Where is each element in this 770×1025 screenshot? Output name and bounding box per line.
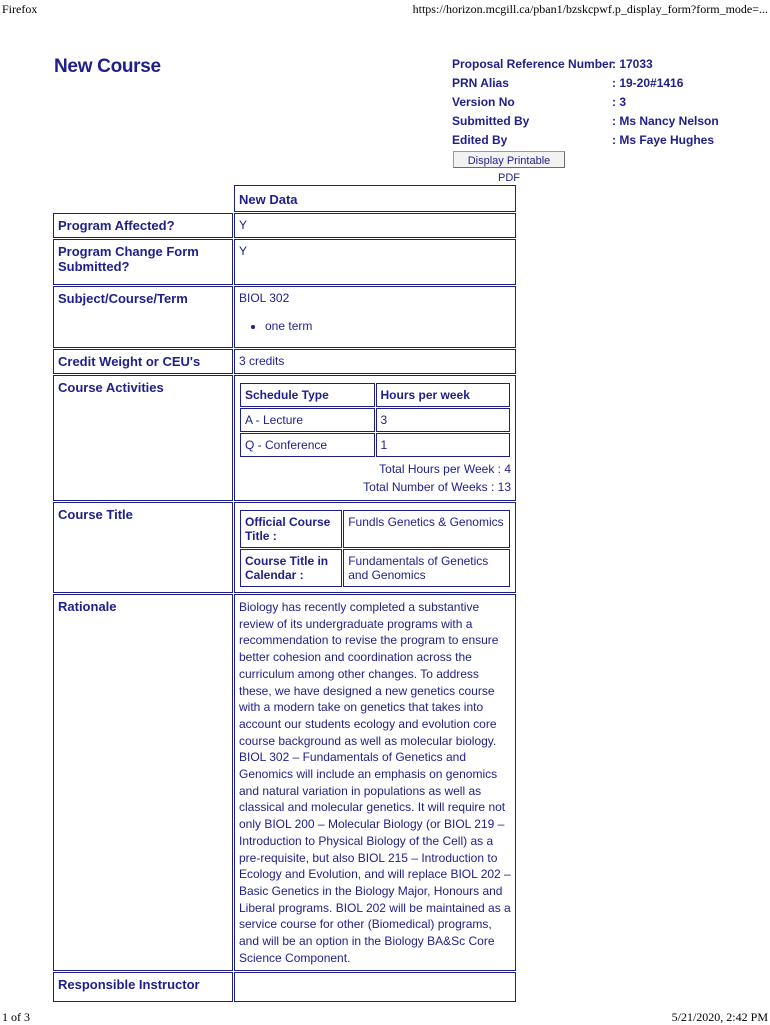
- row-value: [234, 286, 516, 348]
- row-label: Responsible Instructor: [53, 972, 233, 1002]
- meta-label: Proposal Reference Number: [452, 57, 614, 71]
- table-row: [240, 510, 510, 548]
- table-header-row: [53, 185, 516, 212]
- display-pdf-button[interactable]: Display Printable PDF: [453, 151, 565, 168]
- meta-label: PRN Alias: [452, 76, 509, 90]
- term-list: [239, 319, 511, 333]
- row-label: Program Affected?: [53, 213, 233, 238]
- page-url: https://horizon.mcgill.ca/pban1/bzskcpwf.p_display_form?form_mode=...: [412, 2, 768, 16]
- row-label: Course Activities: [53, 375, 233, 501]
- column-header-new-data: New Data: [234, 185, 516, 212]
- column-header: Hours per week: [376, 383, 511, 407]
- row-value: [234, 972, 516, 1002]
- meta-value: : 3: [612, 95, 627, 109]
- table-row: [240, 383, 510, 407]
- row-label: Subject/Course/Term: [53, 286, 233, 348]
- table-row: [240, 408, 510, 432]
- row-rationale: [53, 594, 516, 971]
- meta-row-reference: [452, 57, 719, 76]
- row-instructor: [53, 972, 516, 1002]
- meta-label: Edited By: [452, 133, 508, 147]
- meta-row-edited-by: [452, 133, 719, 152]
- row-label: Program Change Form Submitted?: [53, 239, 233, 285]
- column-header: Schedule Type: [240, 383, 375, 407]
- row-course-title: [53, 502, 516, 593]
- meta-row-alias: [452, 76, 719, 95]
- course-data-table: [52, 184, 517, 1003]
- row-value: [234, 502, 516, 593]
- row-program-change: [53, 239, 516, 285]
- row-label: Rationale: [53, 594, 233, 971]
- table-cell: Fundls Genetics & Genomics: [343, 510, 510, 548]
- activity-totals: [239, 460, 511, 496]
- row-subject: [53, 286, 516, 348]
- meta-value: : Ms Faye Hughes: [612, 133, 715, 147]
- meta-label: Submitted By: [452, 114, 530, 128]
- meta-value: : Ms Nancy Nelson: [612, 114, 719, 128]
- table-cell: Fundamentals of Genetics and Genomics: [343, 549, 510, 587]
- activities-table: [239, 382, 511, 458]
- page-number: 1 of 3: [2, 1010, 30, 1024]
- meta-row-version: [452, 95, 719, 114]
- row-credit: [53, 349, 516, 374]
- table-row: [240, 433, 510, 457]
- page-title: New Course: [54, 56, 161, 77]
- row-label: Credit Weight or CEU's: [53, 349, 233, 374]
- row-program-affected: [53, 213, 516, 238]
- row-value: 3 credits: [234, 349, 516, 374]
- course-code: BIOL 302: [239, 291, 290, 305]
- row-value: [234, 375, 516, 501]
- row-activities: [53, 375, 516, 501]
- total-hours: Total Hours per Week : 4: [379, 462, 511, 476]
- table-cell: 3: [376, 408, 511, 432]
- table-cell-label: Official Course Title :: [240, 510, 342, 548]
- table-cell-label: Course Title in Calendar :: [240, 549, 342, 587]
- meta-value: : 17033: [612, 57, 653, 71]
- table-cell: Q - Conference: [240, 433, 375, 457]
- proposal-meta: [452, 57, 719, 152]
- table-cell: A - Lecture: [240, 408, 375, 432]
- empty-header-cell: [53, 185, 233, 212]
- browser-name: Firefox: [2, 2, 38, 16]
- row-label: Course Title: [53, 502, 233, 593]
- meta-label: Version No: [452, 95, 515, 109]
- row-value: Y: [234, 213, 516, 238]
- list-item: • one term: [265, 319, 511, 333]
- row-value: Biology has recently completed a substantive review of its undergraduate programs with a recommendation to revise the program to ensure better cohesion and coordination across the curriculum among other changes. To address these, we have designed a new genetics course with a modern take on genetics that takes into account our students ecology and evolution core course background as well as molecular biology. BIOL 302 – Fundamentals of Genetics and Genomics will include an emphasis on genomics and natural variation in populations as well as classical and molecular genetics. It will require not only BIOL 200 – Molecular Biology (or BIOL 219 – Introduction to Physical Biology of the Cell) as a pre-requisite, but also BIOL 215 – Introduction to Ecology and Evolution, and will replace BIOL 202 – Basic Genetics in the Biology Major, Honours and Liberal programs. BIOL 202 will be maintained as a service course for other (Biomedical) programs, and will be an option in the Biology BA&Sc Core Science Component.: [234, 594, 516, 971]
- table-row: [240, 549, 510, 587]
- row-value: Y: [234, 239, 516, 285]
- total-weeks: Total Number of Weeks : 13: [363, 480, 511, 494]
- print-datetime: 5/21/2020, 2:42 PM: [671, 1010, 768, 1024]
- table-cell: 1: [376, 433, 511, 457]
- course-title-table: [239, 509, 511, 588]
- meta-value: : 19-20#1416: [612, 76, 684, 90]
- meta-row-submitted-by: [452, 114, 719, 133]
